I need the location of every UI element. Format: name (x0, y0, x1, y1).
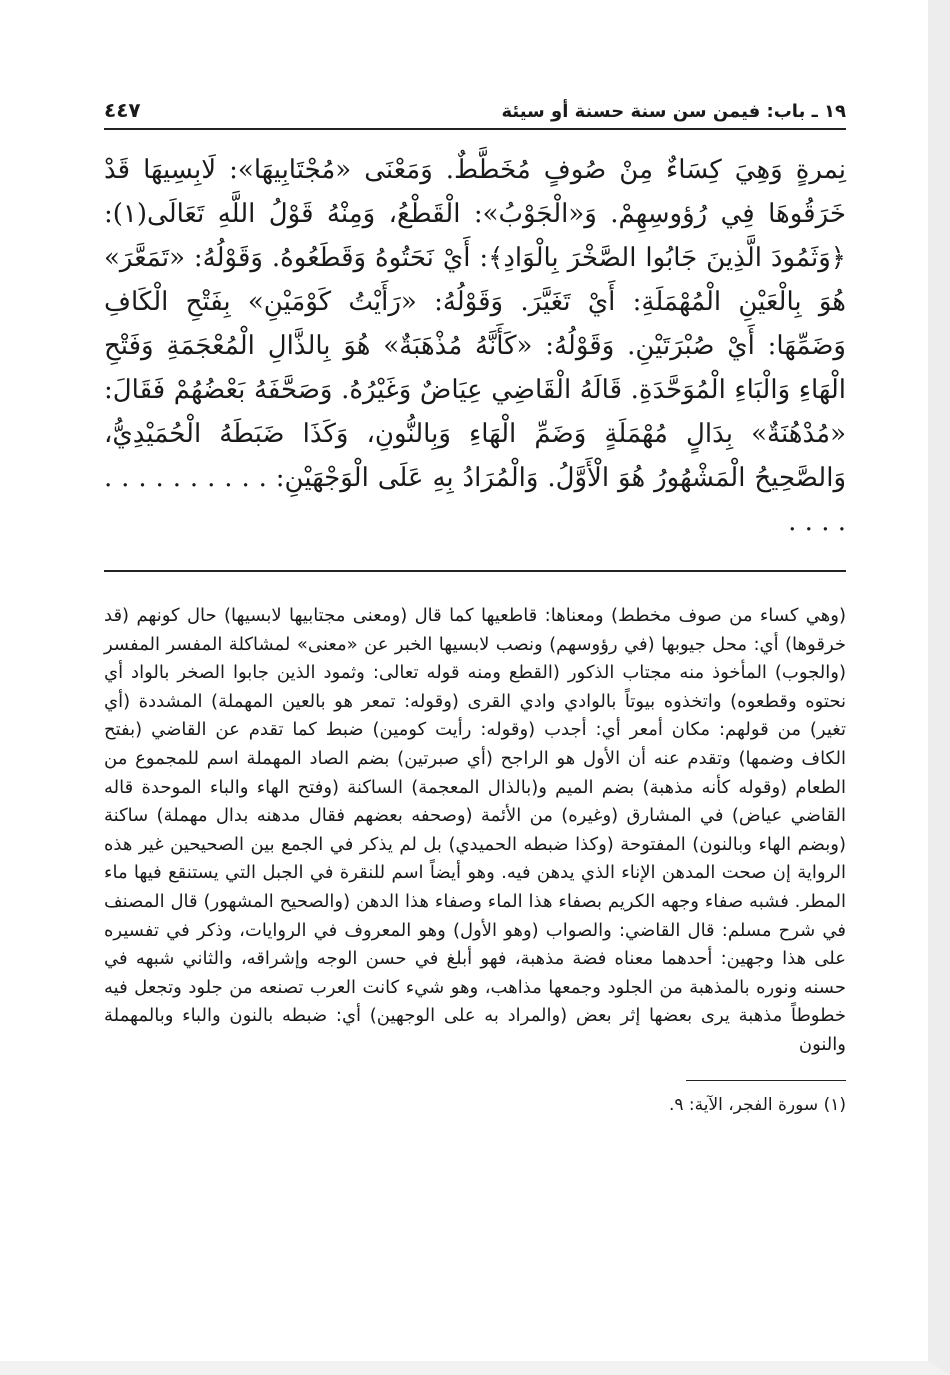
footnote-rule (686, 1080, 846, 1081)
main-text-paragraph: نِمرةٍ وَهِيَ كِسَاءٌ مِنْ صُوفٍ مُخَطَّطٌ. وَمَعْنَى «مُجْتَابِيهَا»: لَابِسِيهَا قَدْ خَرَقُوهَا فِي رُؤوسِهِمْ. وَ«الْجَوْبُ»: الْقَطْعُ، وَمِنْهُ قَوْلُ اللَّهِ تَعَالَى(١): ﴿وَثَمُودَ الَّذِينَ جَابُوا الصَّخْرَ بِالْوَادِ﴾: أَيْ نَحَتُوهُ وَقَطَعُوهُ. وَقَوْلُهُ: «تَمَعَّرَ» هُوَ بِالْعَيْنِ الْمُهْمَلَةِ: أَيْ تَغَيَّرَ. وَقَوْلُهُ: «رَأَيْتُ كَوْمَيْنِ» بِفَتْحِ الْكَافِ وَضَمِّهَا: أَيْ صُبْرَتَيْنِ. وَقَوْلُهُ: «كَأَنَّهُ مُذْهَبَةٌ» هُوَ بِالذَّالِ الْمُعْجَمَةِ وَفَتْحِ الْهَاءِ وَالْبَاءِ الْمُوَحَّدَةِ. قَالَهُ الْقَاضِي عِيَاضٌ وَغَيْرُهُ. وَصَحَّفَهُ بَعْضُهُمْ فَقَالَ: «مُدْهُنَةٌ» بِدَالٍ مُهْمَلَةٍ وَضَمِّ الْهَاءِ وَبِالنُّونِ، وَكَذَا ضَبَطَهُ الْحُمَيْدِيُّ، وَالصَّحِيحُ الْمَشْهُورُ هُوَ الْأَوَّلُ. وَالْمُرَادُ بِهِ عَلَى الْوَجْهَيْنِ: . . . . . . . . . . . . . . (104, 155, 846, 537)
commentary-paragraph: (وهي كساء من صوف مخطط) ومعناها: قاطعيها كما قال (ومعنى مجتابيها لابسيها) حال كونهم (قد خرقوها) أي: محل جيوبها (في رؤوسهم) ونصب لابسيها الخبر عن «معنى» لمشاكلة المفسر المفسر (والجوب) المأخوذ منه مجتاب الذكور (القطع ومنه قوله تعالى: وثمود الذين جابوا الصخر بالواد أي نحتوه وقطعوه) واتخذوه بيوتاً بالوادي وادي القرى (وقوله: تمعر هو بالعين المهملة) المشددة (أي تغير) من قولهم: مكان أمعر أي: أجدب (وقوله: رأيت كومين) ضبط كما تقدم عن القاضي (بفتح الكاف وضمها) وتقدم عنه أن الأول هو الراجح (أي صبرتين) بضم الصاد المهملة اسم للمجموع من الطعام (وقوله كأنه مذهبة) بضم الميم و(بالذال المعجمة) الساكنة (وفتح الهاء والباء الموحدة قاله القاضي عياض) في المشارق (وغيره) من الأئمة (وصحفه بعضهم فقال مدهنه بدال مهملة) ساكنة (وبضم الهاء وبالنون) المفتوحة (وكذا ضبطه الحميدي) بل لم يذكر في الجمع بين الصحيحين غير هذه الرواية إن صحت المدهن الإناء الذي يدهن فيه. وهو أيضاً اسم للنقرة في الجبل التي يستنقع فيها ماء المطر. فشبه صفاء وجهه الكريم بصفاء هذا الماء وصفاء هذا الدهن (والصحيح المشهور) قال المصنف في شرح مسلم: قال القاضي: والصواب (وهو الأول) وهو المعروف في الروايات، وذكر في تفسيره على هذا وجهين: أحدهما معناه فضة مذهبة، فهو أبلغ في حسن الوجه وإشراقه، والثاني شبهه في حسنه ونوره بالمذهبة من الجلود وجمعها مذاهب، وهو شيء كانت العرب تصنعه من جلود وتجعل فيه خطوطاً مذهبة يرى بعضها إثر بعض (والمراد به على الوجهين) أي: ضبطه بالنون والباء وبالمهملة والنون (104, 605, 846, 1055)
main-text (104, 148, 846, 544)
commentary (104, 602, 846, 1060)
page-number: ٤٤٧ (104, 98, 141, 122)
page-content (104, 92, 846, 1115)
running-header (104, 92, 846, 126)
chapter-title: ١٩ ـ باب: فيمن سن سنة حسنة أو سيئة (501, 101, 846, 122)
separator-rule (104, 570, 846, 572)
footnote: (١) سورة الفجر، الآية: ٩. (668, 1094, 846, 1115)
header-rule (104, 128, 846, 130)
